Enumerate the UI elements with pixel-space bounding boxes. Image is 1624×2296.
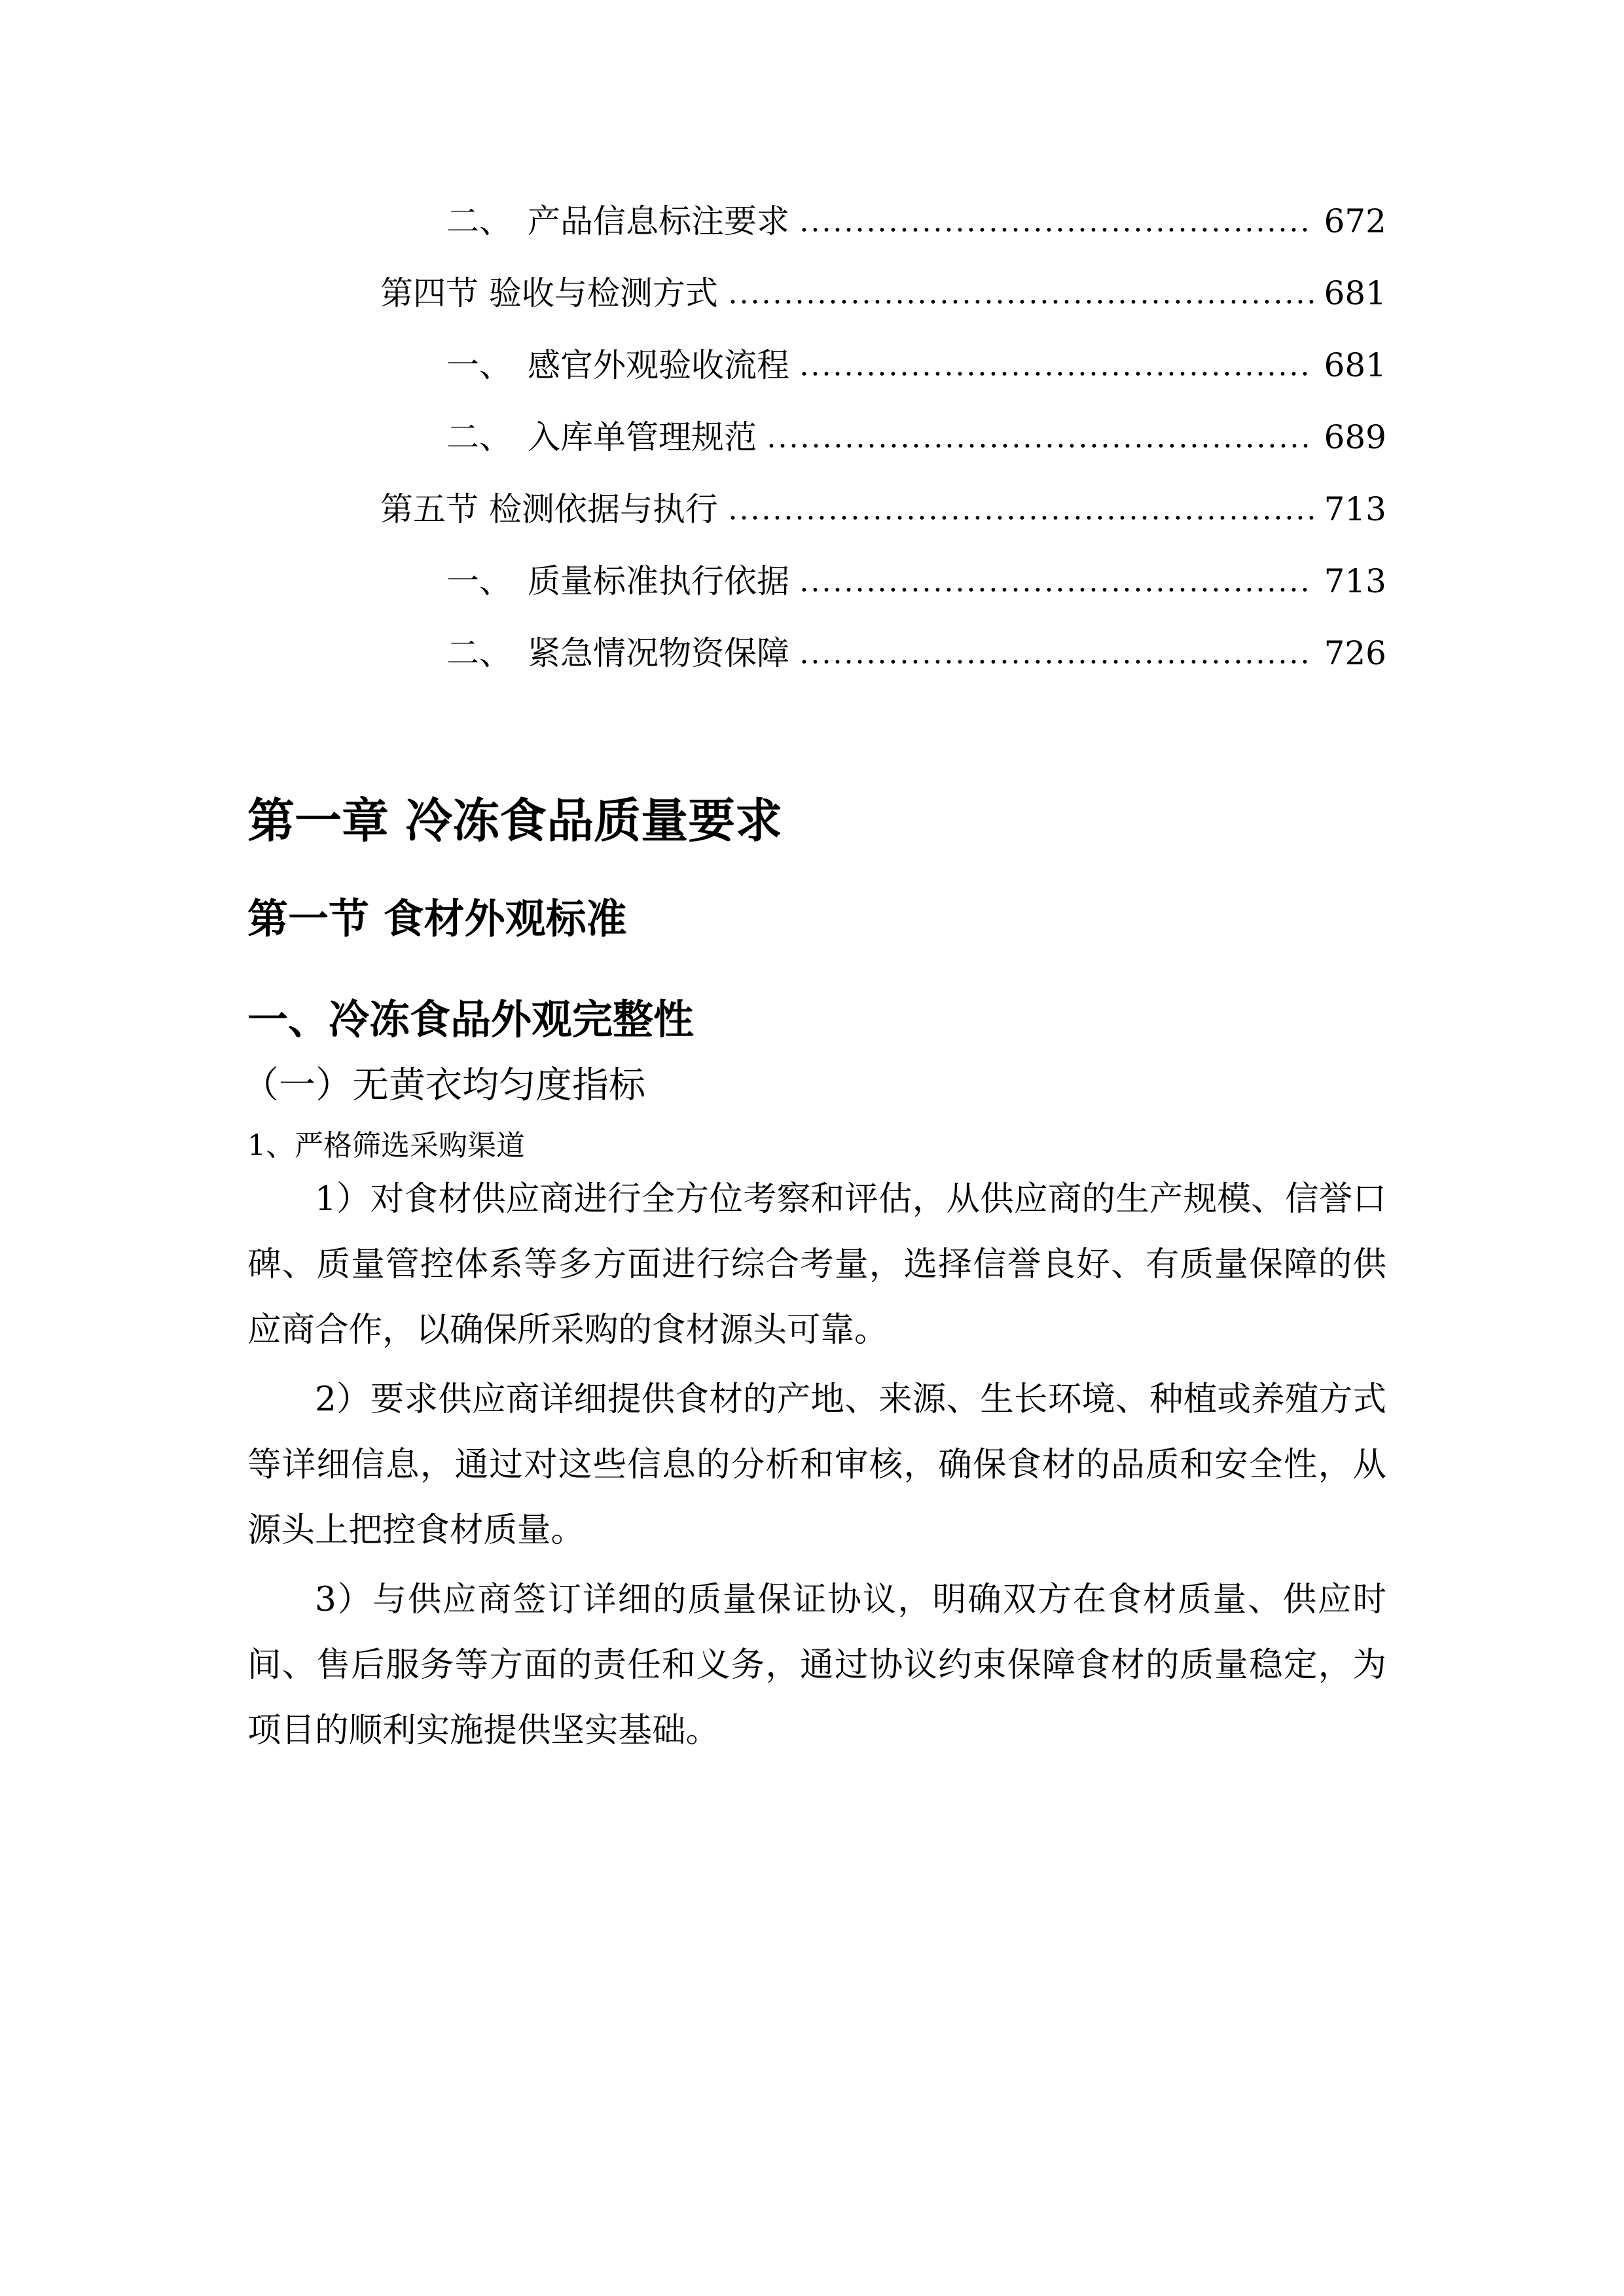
- body-paragraph: 3）与供应商签订详细的质量保证协议，明确双方在食材质量、供应时间、售后服务等方面的责任和义务，通过协议约束保障食材的质量稳定，为项目的顺利实施提供坚实基础。: [247, 1580, 1386, 1750]
- dot-leader: [799, 227, 1314, 232]
- toc-entry-number: 一、: [446, 346, 512, 384]
- toc-entry-title: 产品信息标注要求: [528, 202, 789, 240]
- toc-entry-page: 681: [1324, 346, 1386, 384]
- toc-entry-title: 第四节 验收与检测方式: [380, 274, 718, 312]
- toc-entry[interactable]: [0, 202, 1386, 241]
- toc-entry-number: 一、: [446, 562, 512, 600]
- toc-entry-page: 681: [1324, 274, 1386, 312]
- toc-entry-title: 紧急情况物资保障: [528, 634, 789, 672]
- toc-entry[interactable]: [0, 634, 1386, 673]
- toc-entry[interactable]: [0, 346, 1386, 385]
- body-paragraph: 2）要求供应商详细提供食材的产地、来源、生长环境、种植或养殖方式等详细信息，通过对这些信息的分析和审核，确保食材的品质和安全性，从源头上把控食材质量。: [247, 1380, 1386, 1550]
- toc-entry-title: 质量标准执行依据: [528, 562, 789, 600]
- subitem-title: 1、严格筛选采购渠道: [247, 1129, 525, 1162]
- dot-leader: [727, 299, 1314, 304]
- toc-entry-number: 二、: [446, 418, 512, 456]
- toc-entry-title: 入库单管理规范: [528, 418, 757, 456]
- toc-entry-number: 二、: [446, 634, 512, 672]
- toc-entry-page: 672: [1324, 202, 1386, 240]
- body-paragraph: 1）对食材供应商进行全方位考察和评估，从供应商的生产规模、信誉口碑、质量管控体系等多方面进行综合考量，选择信誉良好、有质量保障的供应商合作，以确保所采购的食材源头可靠。: [247, 1179, 1386, 1350]
- chapter-title: 第一章 冷冻食品质量要求: [247, 793, 783, 848]
- dot-leader: [727, 515, 1314, 520]
- toc-entry[interactable]: [0, 274, 1386, 313]
- dot-leader: [799, 587, 1314, 592]
- toc-entry[interactable]: [0, 418, 1386, 457]
- toc-entry[interactable]: [0, 490, 1386, 529]
- dot-leader: [799, 371, 1314, 376]
- toc-entry-title: 第五节 检测依据与执行: [380, 490, 718, 528]
- toc-entry-number: 二、: [446, 202, 512, 240]
- toc-entry-page: 713: [1324, 562, 1386, 600]
- toc-entry-page: 689: [1324, 418, 1386, 456]
- item-title: （一）无黄衣均匀度指标: [242, 1064, 645, 1107]
- dot-leader: [766, 443, 1314, 448]
- toc-entry-page: 713: [1324, 490, 1386, 528]
- toc-entry[interactable]: [0, 562, 1386, 601]
- dot-leader: [799, 659, 1314, 664]
- subsection-title: 一、冷冻食品外观完整性: [247, 996, 695, 1043]
- toc-entry-page: 726: [1324, 634, 1386, 672]
- toc-entry-title: 感官外观验收流程: [528, 346, 789, 384]
- section-title: 第一节 食材外观标准: [247, 895, 627, 942]
